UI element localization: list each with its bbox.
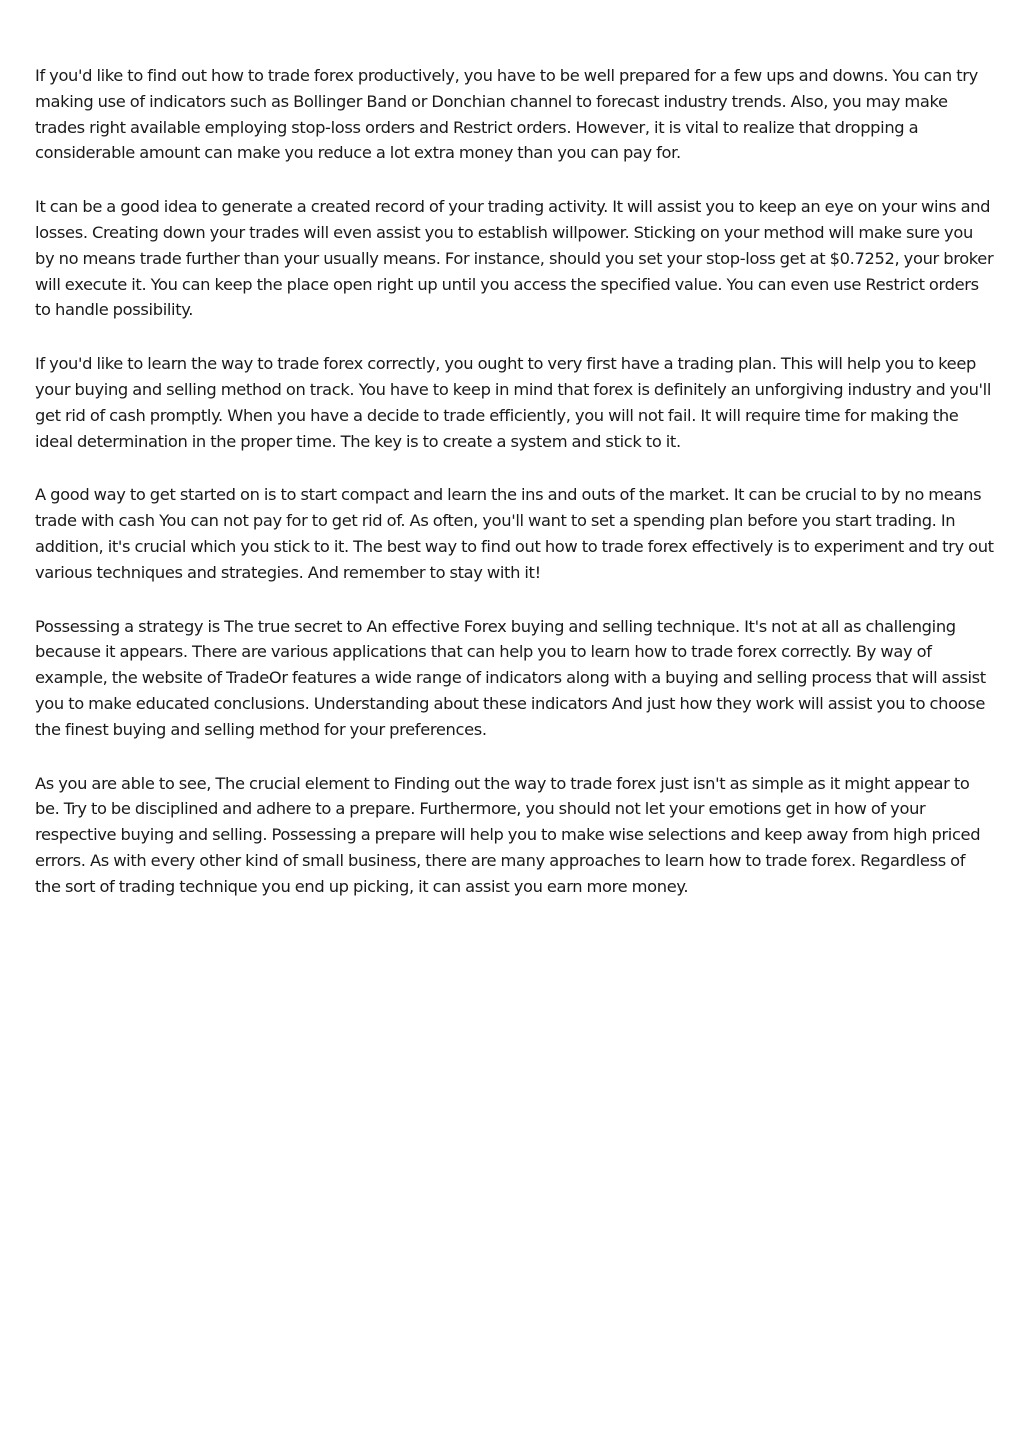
paragraph-4: A good way to get started on is to start compact and learn the ins and outs of the market. It can be crucial to by no means trade with cash You can not pay for to get rid of. As often, you'll want to set a spending plan before you start trading. In addition, it's crucial which you stick to it. The best way to find out how to trade forex effectively is to experiment and try out various techniques and strategies. And remember to stay with it! <box>35 485 994 582</box>
paragraph-3: If you'd like to learn the way to trade forex correctly, you ought to very first have a trading plan. This will help you to keep your buying and selling method on track. You have to keep in mind that forex is definitely an unforgiving industry and you'll get rid of cash promptly. When you have a decide to trade efficiently, you will not fail. It will require time for making the ideal determination in the proper time. The key is to create a system and stick to it. <box>35 354 992 451</box>
paragraph-2: It can be a good idea to generate a created record of your trading activity. It will assist you to keep an eye on your wins and losses. Creating down your trades will even assist you to establish willpower. Sticking on your method will make sure you by no means trade further than your usually means. For instance, should you set your stop-loss get at $0.7252, your broker will execute it. You can keep the place open right up until you access the specified value. You can even use Restrict orders to handle possibility. <box>35 197 994 320</box>
paragraph-1: If you'd like to find out how to trade forex productively, you have to be well prepared for a few ups and downs. You can try making use of indicators such as Bollinger Band or Donchian channel to forecast industry trends. Also, you may make trades right available employing stop-loss orders and Restrict orders. However, it is vital to realize that dropping a considerable amount can make you reduce a lot extra money than you can pay for. <box>35 66 978 163</box>
paragraph-5: Possessing a strategy is The true secret to An effective Forex buying and selling technique. It's not at all as challenging because it appears. There are various applications that can help you to learn how to trade forex correctly. By way of example, the website of TradeOr features a wide range of indicators along with a buying and selling process that will assist you to make educated conclusions. Understanding about these indicators And just how they work will assist you to choose the finest buying and selling method for your preferences. <box>35 616 986 739</box>
paragraph-6: As you are able to see, The crucial element to Finding out the way to trade forex just isn't as simple as it might appear to be. Try to be disciplined and adhere to a prepare. Furthermore, you should not let your emotions get in how of your respective buying and selling. Possessing a prepare will help you to make wise selections and keep away from high priced errors. As with every other kind of small business, there are many approaches to learn how to trade forex. Regardless of the sort of trading technique you end up picking, it can assist you earn more money. <box>35 773 981 896</box>
article-body <box>35 63 995 928</box>
